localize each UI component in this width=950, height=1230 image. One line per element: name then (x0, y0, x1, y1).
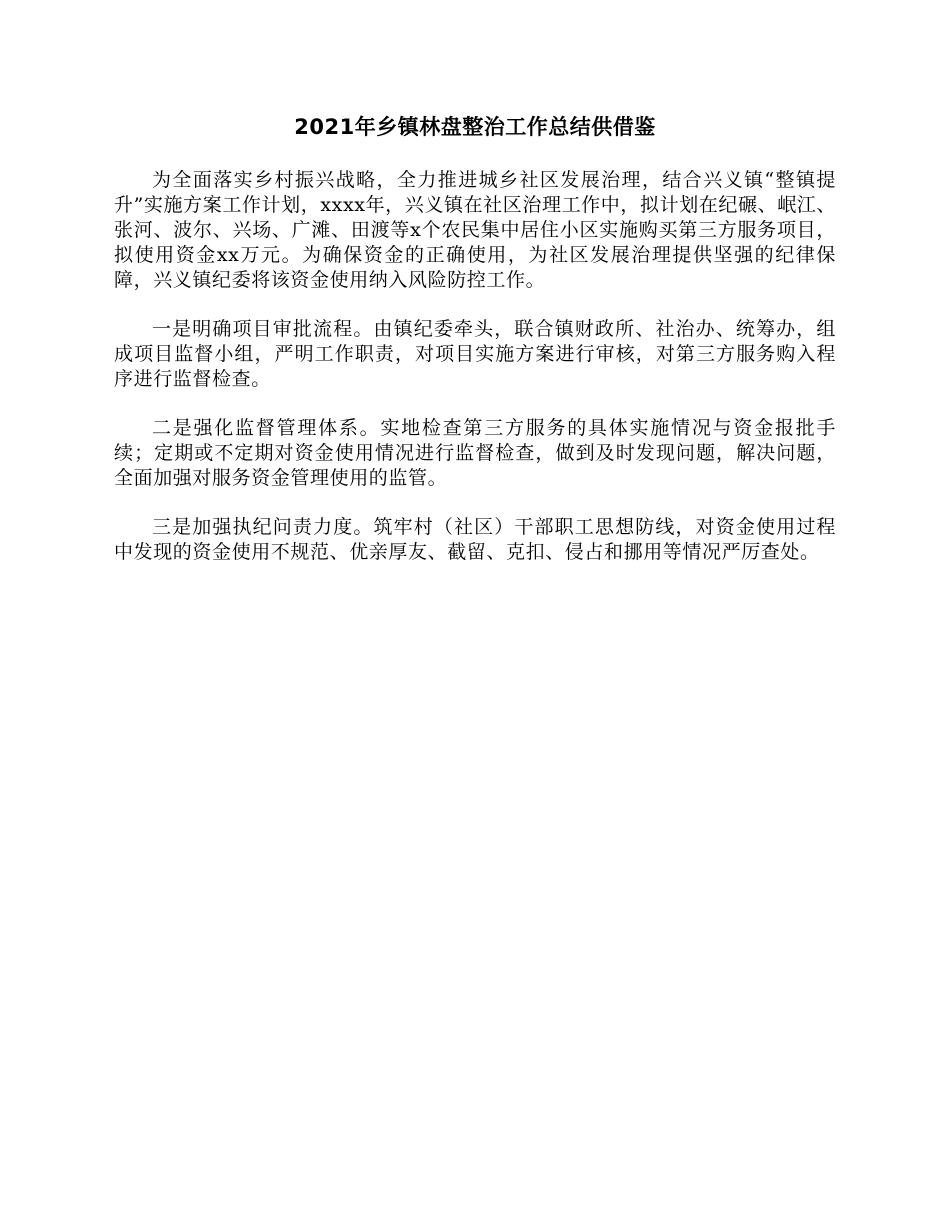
paragraph-supervision-system: 二是强化监督管理体系。实地检查第三方服务的具体实施情况与资金报批手续；定期或不定期对资金使用情况进行监督检查，做到及时发现问题，解决问题，全面加强对服务资金管理使用的监管。 (114, 417, 836, 489)
document-title: 2021年乡镇林盘整治工作总结供借鉴 (294, 115, 656, 139)
document-body (114, 112, 836, 589)
paragraph-intro: 为全面落实乡村振兴战略，全力推进城乡社区发展治理，结合兴义镇“整镇提升”实施方案工作计划，xxxx年，兴义镇在社区治理工作中，拟计划在纪碾、岷江、张河、波尔、兴场、广滩、田渡等x个农民集中居住小区实施购买第三方服务项目，拟使用资金xx万元。为确保资金的正确使用，为社区发展治理提供坚强的纪律保障，兴义镇纪委将该资金使用纳入风险防控工作。 (114, 169, 836, 291)
paragraph-approval-process: 一是明确项目审批流程。由镇纪委牵头，联合镇财政所、社治办、统筹办，组成项目监督小组，严明工作职责，对项目实施方案进行审核，对第三方服务购入程序进行监督检查。 (114, 318, 836, 390)
paragraph-accountability: 三是加强执纪问责力度。筑牢村（社区）干部职工思想防线，对资金使用过程中发现的资金使用不规范、优亲厚友、截留、克扣、侵占和挪用等情况严厉查处。 (114, 516, 836, 563)
